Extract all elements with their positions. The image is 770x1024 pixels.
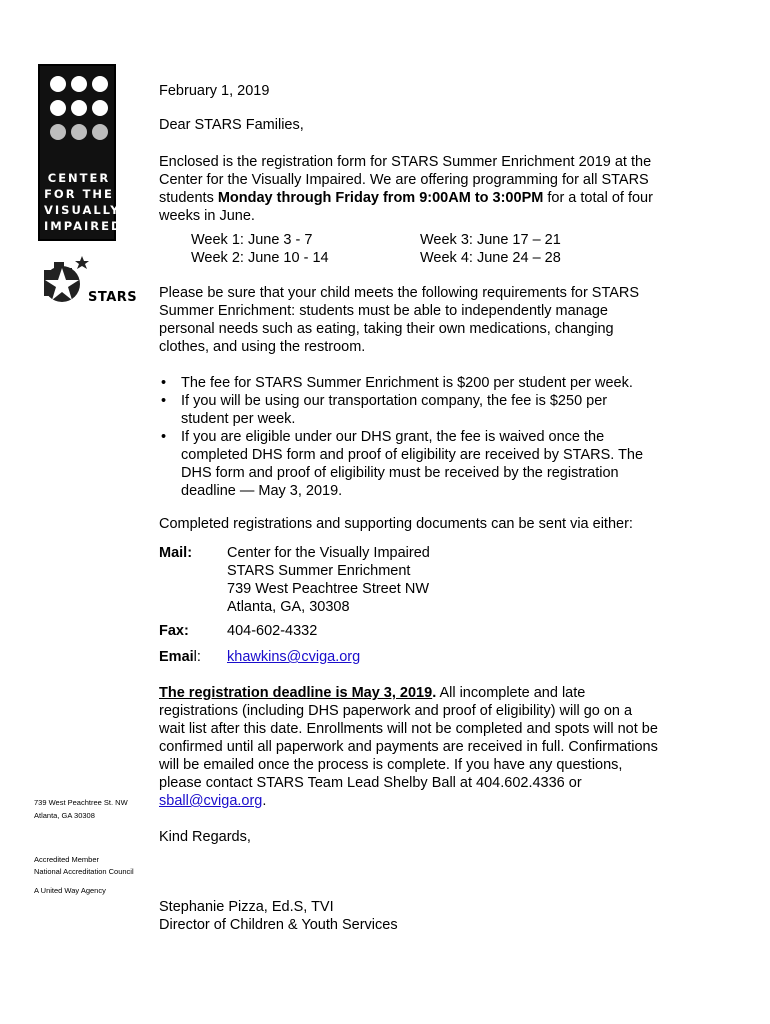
requirements-line: personal needs such as eating, taking their own medications, changing <box>159 321 614 337</box>
fee-bullets <box>159 374 679 500</box>
logo-dot <box>71 76 87 92</box>
intro-line <box>159 189 653 207</box>
sidebar-address-line2: Atlanta, GA 30308 <box>34 811 95 820</box>
deadline-line <box>159 792 266 810</box>
logo-dot <box>92 76 108 92</box>
contact-email-link[interactable]: sball@cviga.org <box>159 793 263 809</box>
fax-number: 404-602-4332 <box>227 623 318 639</box>
deadline-line <box>159 684 585 702</box>
signer-name: Stephanie Pizza, Ed.S, TVI <box>159 899 334 915</box>
small-star-icon <box>75 256 89 269</box>
intro-line: weeks in June. <box>159 208 255 224</box>
mail-address-line: STARS Summer Enrichment <box>227 563 411 579</box>
bullet-icon: • <box>161 393 167 409</box>
logo-dot <box>71 100 87 116</box>
salutation: Dear STARS Families, <box>159 117 304 133</box>
requirements-line: Please be sure that your child meets the following requirements for STARS <box>159 285 640 301</box>
list-item <box>159 392 679 428</box>
schedule-hours: Monday through Friday from 9:00AM to 3:00PM <box>217 190 544 206</box>
week-item: Week 4: June 24 – 28 <box>420 250 561 266</box>
logo-text-line: FOR THE <box>44 187 114 201</box>
deadline-heading: The registration deadline is May 3, 2019 <box>159 685 433 701</box>
logo-dot <box>50 124 66 140</box>
email-label-bold: Emai <box>159 649 194 665</box>
deadline-line: please contact STARS Team Lead Shelby Ball at 404.602.4336 or <box>159 775 582 791</box>
logo-dot <box>71 124 87 140</box>
bullet-line: DHS form and proof of eligibility must be received by the registration <box>181 465 619 481</box>
logo-text-line: CENTER <box>47 171 111 185</box>
requirements-line: clothes, and using the restroom. <box>159 339 366 355</box>
bullet-line: The fee for STARS Summer Enrichment is $200 per student per week. <box>181 375 633 391</box>
deadline-end: . <box>262 793 267 809</box>
intro-text: students <box>159 190 218 206</box>
logo-dot <box>92 124 108 140</box>
mail-address-line: Center for the Visually Impaired <box>227 545 430 561</box>
sidebar-address-line1: 739 West Peachtree St. NW <box>34 798 128 807</box>
deadline-line: confirmed until all paperwork and payments are received in full. Confirmations <box>159 739 658 755</box>
mail-address-line: 739 West Peachtree Street NW <box>227 581 430 597</box>
sidebar-accred-line2: National Accreditation Council <box>34 867 134 876</box>
bullet-line: If you are eligible under our DHS grant, the fee is waived once the <box>181 429 605 445</box>
signer-title: Director of Children & Youth Services <box>159 917 398 933</box>
bullet-line: deadline — May 3, 2019. <box>181 483 343 499</box>
letter-date: February 1, 2019 <box>159 83 270 99</box>
list-item <box>159 374 679 392</box>
week-item: Week 2: June 10 - 14 <box>191 250 329 266</box>
email-label <box>159 648 201 666</box>
send-via-text: Completed registrations and supporting documents can be sent via either: <box>159 516 633 532</box>
logo-text-line: IMPAIRED <box>44 219 123 233</box>
intro-line: Center for the Visually Impaired. We are offering programming for all STARS <box>159 172 649 188</box>
bullet-icon: • <box>161 375 167 391</box>
closing: Kind Regards, <box>159 829 251 845</box>
intro-text: for a total of four <box>543 190 653 206</box>
requirements-line: Summer Enrichment: students must be able to independently manage <box>159 303 608 319</box>
logo-dot <box>50 76 66 92</box>
bullet-line: completed DHS form and proof of eligibility are received by STARS. The <box>181 447 644 463</box>
cvi-logo <box>38 64 123 241</box>
mail-label: Mail: <box>159 545 193 561</box>
list-item <box>159 428 679 500</box>
bullet-icon: • <box>161 429 167 445</box>
stars-wordmark: STARS <box>88 290 138 305</box>
fax-label: Fax: <box>159 623 189 639</box>
bullet-line: If you will be using our transportation company, the fee is $250 per <box>181 393 608 409</box>
deadline-line: wait list after this date. Enrollments will not be completed and spots will not be <box>159 721 658 737</box>
logo-dot <box>92 100 108 116</box>
deadline-period: . <box>432 685 437 701</box>
intro-line: Enclosed is the registration form for STARS Summer Enrichment 2019 at the <box>159 154 652 170</box>
logo-text-line: VISUALLY <box>44 203 121 217</box>
logo-dot <box>50 100 66 116</box>
sidebar-agency: A United Way Agency <box>34 886 106 895</box>
logo-text <box>44 170 123 234</box>
deadline-line: will be emailed once the process is complete. If you have any questions, <box>159 757 623 773</box>
week-item: Week 3: June 17 – 21 <box>420 232 561 248</box>
week-item: Week 1: June 3 - 7 <box>191 232 313 248</box>
mail-address-line: Atlanta, GA, 30308 <box>227 599 350 615</box>
email-link[interactable]: khawkins@cviga.org <box>227 649 361 665</box>
deadline-line: registrations (including DHS paperwork and proof of eligibility) will go on a <box>159 703 633 719</box>
bullet-line: student per week. <box>181 411 296 427</box>
deadline-text: All incomplete and late <box>436 685 586 701</box>
email-label-rest: l: <box>193 649 201 665</box>
sidebar-accred-line1: Accredited Member <box>34 855 100 864</box>
